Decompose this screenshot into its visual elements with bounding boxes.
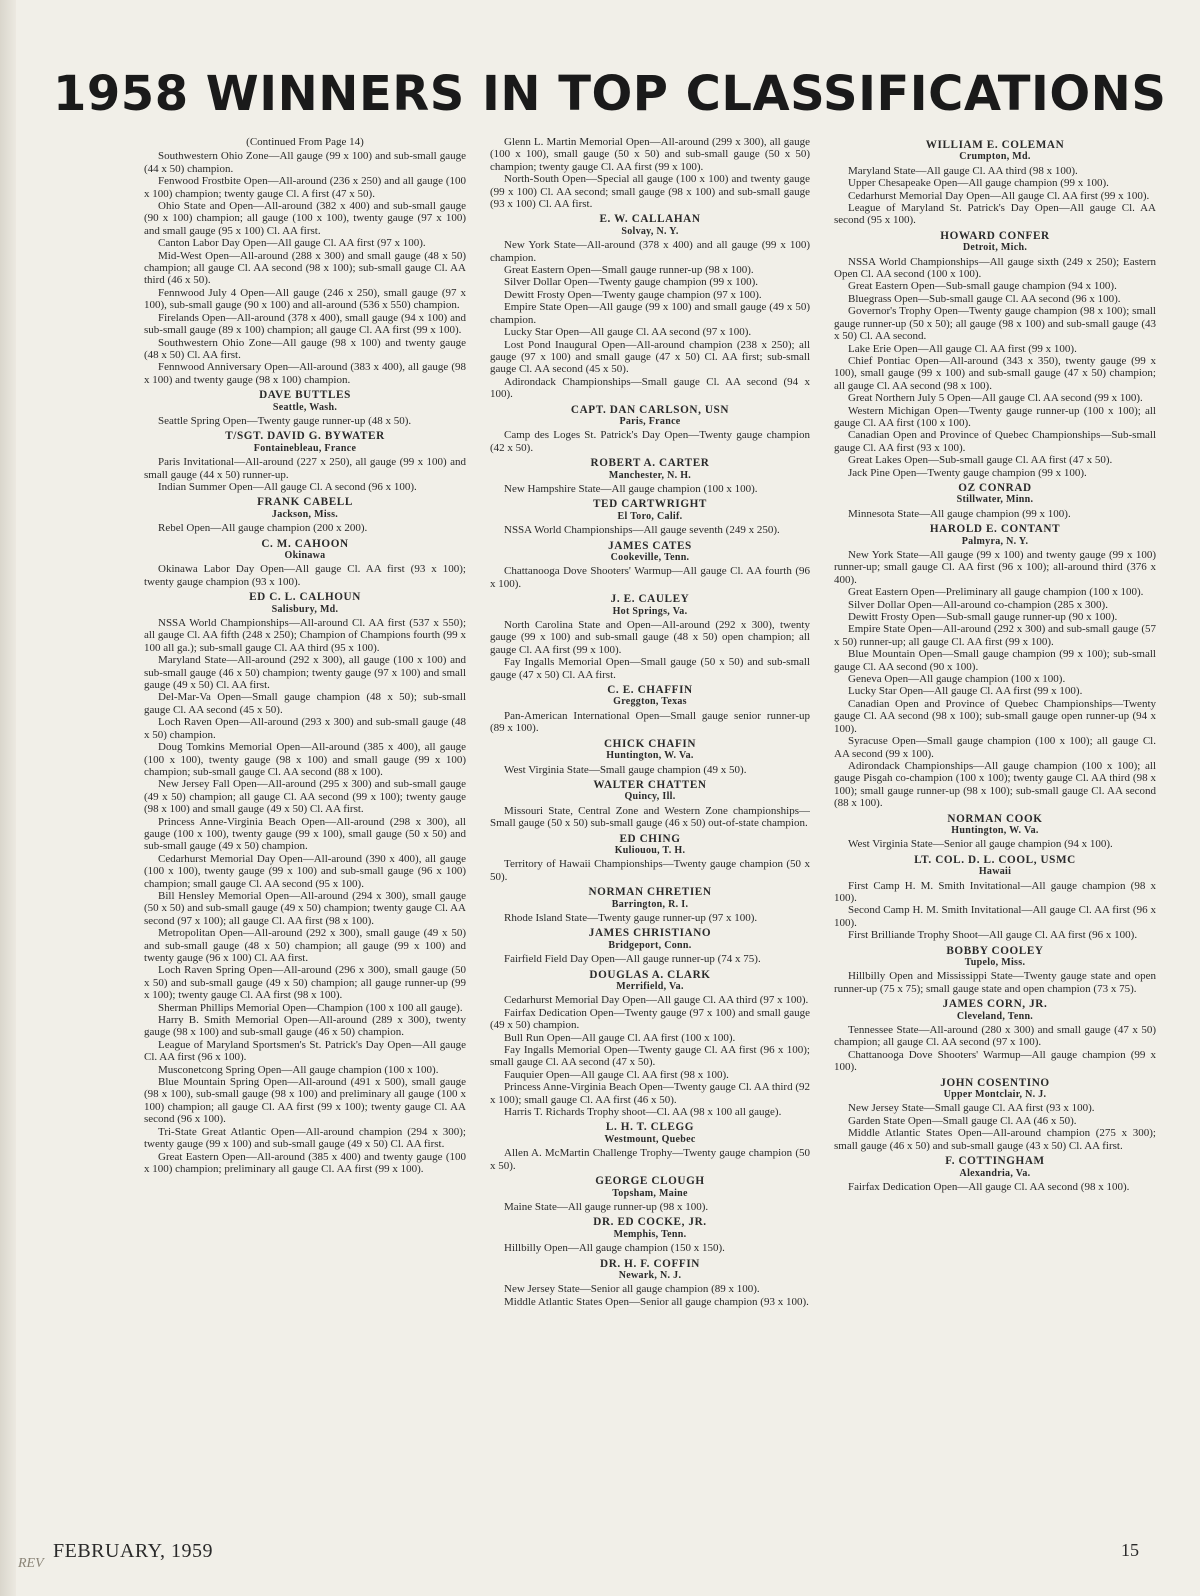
result-entry: Fairfax Dedication Open—All gauge Cl. AA second (98 x 100). [848,1180,1130,1193]
continued-note: (Continued From Page 14) [246,136,364,148]
result-entry: New Jersey Fall Open—All-around (295 x 300) and sub-small gauge (49 x 50) champion; all gauge Cl. AA second (99 x 100); twenty gauge (98 x 100) and small gauge (49 x 50) Cl. AA first. [144,778,466,816]
shooter-hometown: Quincy, Ill. [624,791,676,803]
result-entry: Maryland State—All-around (292 x 300), all gauge (100 x 100) and sub-small gauge (46 x 50) champion; twenty gauge (97 x 100) and small gauge (49 x 50) Cl. AA first. [144,654,466,692]
shooter-name: C. M. CAHOON [261,537,349,550]
result-entry: Seattle Spring Open—Twenty gauge runner-up (48 x 50). [158,414,412,427]
result-entry: Del-Mar-Va Open—Small gauge champion (48 x 50); sub-small gauge Cl. AA second (45 x 50). [144,691,466,716]
shooter-hometown: Salisbury, Md. [271,603,339,615]
result-entry: Camp des Loges St. Patrick's Day Open—Twenty gauge champion (42 x 50). [490,429,810,454]
result-entry: Great Northern July 5 Open—All gauge Cl. AA second (99 x 100). [848,392,1143,405]
result-entry: Hillbilly Open—All gauge champion (150 x 150). [504,1242,725,1255]
result-entry: Geneva Open—All gauge champion (100 x 100). [848,673,1066,686]
result-entry: Fenwood Frostbite Open—All-around (236 x 250) and all gauge (100 x 100) champion; twenty gauge Cl. A first (47 x 50). [144,175,466,200]
shooter-hometown: Manchester, N. H. [608,469,692,481]
article-column-2 [490,136,810,1546]
result-entry: Adirondack Championships—All gauge champion (100 x 100); all gauge Pisgah co-champion (100 x 100); twenty gauge Cl. AA third (98 x 100); small gauge runner-up (98 x 100); sub-small gauge Cl. AA second (88 x 100). [834,759,1156,810]
result-entry: Princess Anne-Virginia Beach Open—All-around (298 x 300), all gauge (100 x 100), twenty gauge (99 x 100), small gauge (50 x 50) and sub-small gauge (49 x 50) champion. [144,815,466,853]
shooter-hometown: Crumpton, Md. [959,151,1031,163]
result-entry: Mid-West Open—All-around (288 x 300) and small gauge (48 x 50) champion; all gauge Cl. AA second (98 x 100); sub-small gauge Cl. AA third (46 x 50). [144,249,466,287]
shooter-hometown: Newark, N. J. [618,1269,682,1281]
shooter-hometown: Stillwater, Minn. [956,494,1034,506]
result-entry: North-South Open—Special all gauge (100 x 100) and twenty gauge (99 x 100) Cl. AA second; small gauge (98 x 100) and sub-small gauge (93 x 100) Cl. AA first. [490,173,810,211]
shooter-name: TED CARTWRIGHT [593,498,707,511]
shooter-hometown: Upper Montclair, N. J. [943,1089,1047,1101]
result-entry: Dewitt Frosty Open—Twenty gauge champion (97 x 100). [504,288,762,301]
issue-date: FEBRUARY, 1959 [53,1540,214,1562]
result-entry: Firelands Open—All-around (378 x 400), small gauge (94 x 100) and sub-small gauge (89 x 100) champion; all gauge Cl. AA first (99 x 100). [144,311,466,337]
result-entry: Middle Atlantic States Open—All-around champion (275 x 300); small gauge (46 x 50) and sub-small gauge (43 x 50) Cl. AA first. [834,1127,1156,1152]
result-entry: Blue Mountain Spring Open—All-around (491 x 500), small gauge (98 x 100), sub-small gauge (98 x 100) and preliminary all gauge (100 x 100) champion; all gauge Cl. AA first (99 x 100); twenty gauge Cl. AA second (96 x 100). [144,1076,466,1126]
result-entry: Okinawa Labor Day Open—All gauge Cl. AA first (93 x 100); twenty gauge champion (93 x 100). [144,563,466,588]
shooter-name: WALTER CHATTEN [593,778,707,791]
result-entry: Musconetcong Spring Open—All gauge champion (100 x 100). [158,1063,439,1076]
result-entry: Empire State Open—All gauge (99 x 100) and small gauge (49 x 50) champion. [490,301,810,326]
result-entry: Chattanooga Dove Shooters' Warmup—All gauge champion (99 x 100). [834,1048,1156,1074]
result-entry: Cedarhurst Memorial Day Open—All gauge Cl. AA first (99 x 100). [848,189,1150,202]
shooter-hometown: Detroit, Mich. [962,242,1028,254]
shooter-name: NORMAN CHRETIEN [588,886,712,899]
result-entry: Canadian Open and Province of Quebec Championships—Sub-small gauge Cl. AA first (93 x 100). [834,429,1156,454]
result-entry: Princess Anne-Virginia Beach Open—Twenty gauge Cl. AA third (92 x 100); small gauge Cl. AA first (46 x 50). [490,1081,810,1106]
result-entry: Rebel Open—All gauge champion (200 x 200). [158,522,368,535]
shooter-name: ED CHING [619,832,681,845]
shooter-hometown: Merrifield, Va. [616,981,684,992]
shooter-hometown: Okinawa [284,550,326,561]
result-entry: New Jersey State—Small gauge Cl. AA first (93 x 100). [848,1102,1095,1115]
result-entry: West Virginia State—Senior all gauge champion (94 x 100). [848,838,1113,851]
shooter-hometown: Hawaii [978,866,1012,878]
result-entry: NSSA World Championships—All-around Cl. AA first (537 x 550); all gauge Cl. AA fifth (248 x 250); Champion of Champions fourth (99 x 100 all ga.); sub-small gauge Cl. AA third (95 x 100). [144,617,466,654]
result-entry: Bluegrass Open—Sub-small gauge Cl. AA second (96 x 100). [848,292,1121,305]
shooter-name: WILLIAM E. COLEMAN [925,139,1065,151]
result-entry: Garden State Open—Small gauge Cl. AA (46 x 50). [848,1114,1077,1127]
result-entry: Lucky Star Open—All gauge Cl. AA second (97 x 100). [504,326,752,339]
result-entry: New Jersey State—Senior all gauge champion (89 x 100). [504,1283,760,1296]
shooter-hometown: Cleveland, Tenn. [956,1010,1034,1022]
shooter-name: JAMES CHRISTIANO [588,927,712,940]
result-entry: Bull Run Open—All gauge Cl. AA first (100 x 100). [504,1031,736,1044]
result-entry: Tennessee State—All-around (280 x 300) and small gauge (47 x 50) champion; all gauge Cl. AA second (97 x 100). [834,1024,1156,1049]
shooter-hometown: Seattle, Wash. [272,401,338,413]
result-entry: West Virginia State—Small gauge champion (49 x 50). [504,763,747,776]
result-entry: League of Maryland St. Patrick's Day Open—All gauge Cl. AA second (95 x 100). [834,202,1156,227]
result-entry: Cedarhurst Memorial Day Open—All-around (390 x 400), all gauge (100 x 100), twenty gauge (99 x 100) and sub-small gauge (96 x 100) champion; small gauge Cl. AA second (95 x 100). [144,852,466,890]
result-entry: Southwestern Ohio Zone—All gauge (99 x 100) and sub-small gauge (44 x 50) champion. [144,150,466,175]
shooter-name: CHICK CHAFIN [603,737,697,750]
shooter-name: OZ CONRAD [958,481,1032,494]
result-entry: Loch Raven Open—All-around (293 x 300) and sub-small gauge (48 x 50) champion. [144,716,466,741]
result-entry: Great Eastern Open—Sub-small gauge champion (94 x 100). [848,280,1117,293]
page-number: 15 [1121,1540,1139,1560]
article-column-3 [834,136,1156,1546]
result-entry: Governor's Trophy Open—Twenty gauge champion (98 x 100); small gauge runner-up (50 x 50); all gauge (98 x 100) and sub-small gauge (43 x 50) Cl. AA second. [834,305,1156,343]
shooter-name: JOHN COSENTINO [940,1076,1050,1089]
result-entry: Lucky Star Open—All gauge Cl. AA first (99 x 100). [848,685,1083,698]
shooter-hometown: Kuliouou, T. H. [614,844,686,856]
result-entry: Silver Dollar Open—All-around co-champion (285 x 300). [848,598,1108,611]
result-entry: First Camp H. M. Smith Invitational—All gauge champion (98 x 100). [834,879,1156,904]
shooter-name: E. W. CALLAHAN [599,213,701,226]
result-entry: First Brilliande Trophy Shoot—All gauge Cl. AA first (96 x 100). [848,929,1138,942]
shooter-name: DOUGLAS A. CLARK [589,968,711,981]
result-entry: New York State—All gauge (99 x 100) and twenty gauge (99 x 100) runner-up; small gauge Cl. AA first (96 x 100); all-around third (376 x 400). [834,549,1156,586]
result-entry: Blue Mountain Open—Small gauge champion (99 x 100); sub-small gauge Cl. AA second (90 x 100). [834,648,1156,673]
shooter-name: NORMAN COOK [947,812,1043,825]
shooter-name: DR. H. F. COFFIN [600,1257,700,1270]
shooter-hometown: Fontainebleau, France [253,442,357,454]
result-entry: Great Eastern Open—All-around (385 x 400) and twenty gauge (100 x 100) champion; preliminary all gauge Cl. AA first (99 x 100). [144,1150,466,1175]
result-entry: Rhode Island State—Twenty gauge runner-up (97 x 100). [504,911,758,924]
margin-handwriting: REV [18,1556,44,1571]
shooter-hometown: Tupelo, Miss. [964,957,1026,968]
page-headline: 1958 WINNERS IN TOP CLASSIFICATIONS [53,66,1167,122]
result-entry: Paris Invitational—All-around (227 x 250), all gauge (99 x 100) and small gauge (44 x 50) runner-up. [144,456,466,481]
result-entry: Great Eastern Open—Preliminary all gauge champion (100 x 100). [848,586,1144,599]
result-entry: Western Michigan Open—Twenty gauge runner-up (100 x 100); all gauge Cl. AA first (100 x 100). [834,404,1156,429]
shooter-hometown: Paris, France [619,415,681,427]
shooter-name: ED C. L. CALHOUN [249,591,361,604]
result-entry: Middle Atlantic States Open—Senior all gauge champion (93 x 100). [504,1295,809,1308]
shooter-name: F. COTTINGHAM [945,1155,1045,1168]
result-entry: Pan-American International Open—Small gauge senior runner-up (89 x 100). [490,709,810,735]
shooter-name: BOBBY COOLEY [946,944,1044,957]
shooter-hometown: Greggton, Texas [613,696,687,708]
result-entry: Jack Pine Open—Twenty gauge champion (99 x 100). [848,466,1087,479]
result-entry: North Carolina State and Open—All-around (292 x 300), twenty gauge (99 x 100) and sub-small gauge (48 x 50) open champion; all gauge Cl. AA first (99 x 100). [490,619,810,656]
shooter-name: HOWARD CONFER [940,229,1050,242]
shooter-name: C. E. CHAFFIN [607,684,693,697]
shooter-name: DR. ED COCKE, JR. [593,1216,707,1229]
result-entry: Dewitt Frosty Open—Sub-small gauge runner-up (90 x 100). [848,611,1118,624]
result-entry: Southwestern Ohio Zone—All gauge (98 x 100) and twenty gauge (48 x 50) Cl. AA first. [144,336,466,361]
result-entry: Tri-State Great Atlantic Open—All-around champion (294 x 300); twenty gauge (99 x 100) and sub-small gauge (49 x 50) Cl. AA first. [144,1125,466,1151]
result-entry: Harris T. Richards Trophy shoot—Cl. AA (98 x 100 all gauge). [504,1106,782,1119]
result-entry: Great Lakes Open—Sub-small gauge Cl. AA first (47 x 50). [848,454,1113,467]
shooter-hometown: Westmount, Quebec [604,1133,696,1145]
shooter-hometown: Huntington, W. Va. [951,824,1039,836]
result-entry: Harry B. Smith Memorial Open—All-around (289 x 300), twenty gauge (98 x 100) and sub-small gauge (46 x 50) champion. [144,1014,466,1039]
result-entry: Sherman Phillips Memorial Open—Champion (100 x 100 all gauge). [158,1001,463,1014]
result-entry: Hillbilly Open and Mississippi State—Twenty gauge state and open runner-up (75 x 75); small gauge state and open champion (73 x 75). [834,970,1156,995]
shooter-name: JAMES CATES [608,539,692,552]
result-entry: Canton Labor Day Open—All gauge Cl. AA first (97 x 100). [158,237,426,250]
result-entry: Metropolitan Open—All-around (292 x 300), small gauge (49 x 50) and sub-small gauge (48 x 50) champion; all gauge (99 x 100) and twenty gauge (96 x 100) Cl. AA first. [144,927,466,964]
result-entry: Fay Ingalls Memorial Open—Twenty gauge Cl. AA first (96 x 100); small gauge Cl. AA second (47 x 50). [490,1044,810,1069]
result-entry: Upper Chesapeake Open—All gauge champion (99 x 100). [848,177,1109,190]
result-entry: Fay Ingalls Memorial Open—Small gauge (50 x 50) and sub-small gauge (47 x 50) Cl. AA first. [490,656,810,681]
shooter-hometown: Bridgeport, Conn. [608,939,692,951]
shooter-name: T/SGT. DAVID G. BYWATER [225,430,385,443]
shooter-name: JAMES CORN, JR. [942,998,1048,1011]
result-entry: Allen A. McMartin Challenge Trophy—Twenty gauge champion (50 x 50). [490,1147,810,1172]
result-entry: Lake Erie Open—All gauge Cl. AA first (99 x 100). [848,342,1077,355]
shooter-hometown: El Toro, Calif. [617,510,683,522]
result-entry: NSSA World Championships—All gauge sixth (249 x 250); Eastern Open Cl. AA second (100 x 100). [834,255,1156,281]
result-entry: Minnesota State—All gauge champion (99 x 100). [848,507,1071,520]
result-entry: Lost Pond Inaugural Open—All-around champion (238 x 250); all gauge (97 x 100) and small gauge (47 x 50) Cl. AA first; sub-small gauge Cl. AA second (45 x 50). [490,338,810,376]
shooter-hometown: Memphis, Tenn. [613,1228,687,1240]
result-entry: Adirondack Championships—Small gauge Cl. AA second (94 x 100). [490,375,810,401]
shooter-name: LT. COL. D. L. COOL, USMC [914,853,1076,866]
shooter-name: J. E. CAULEY [610,593,690,606]
shooter-name: ROBERT A. CARTER [590,457,710,470]
shooter-name: GEORGE CLOUGH [595,1175,705,1188]
result-entry: Canadian Open and Province of Quebec Championships—Twenty gauge Cl. AA second (98 x 100); sub-small gauge open runner-up (94 x 100). [834,697,1156,735]
result-entry: Maryland State—All gauge Cl. AA third (98 x 100). [848,164,1078,177]
shooter-name: FRANK CABELL [257,496,353,509]
result-entry: Fairfield Field Day Open—All gauge runner-up (74 x 75). [504,953,761,966]
result-entry: Bill Hensley Memorial Open—All-around (294 x 300), small gauge (50 x 50) and sub-small gauge (49 x 50) champion; twenty gauge Cl. AA second (97 x 100); all gauge Cl. AA first (98 x 100). [144,889,466,927]
shooter-hometown: Jackson, Miss. [271,508,339,520]
result-entry: Chattanooga Dove Shooters' Warmup—All gauge Cl. AA fourth (96 x 100). [490,565,810,590]
result-entry: Empire State Open—All-around (292 x 300) and sub-small gauge (57 x 50) runner-up; all gauge Cl. AA first (99 x 100). [834,623,1156,648]
result-entry: Fairfax Dedication Open—Twenty gauge (97 x 100) and small gauge (49 x 50) champion. [490,1006,810,1032]
shooter-name: CAPT. DAN CARLSON, USN [570,403,730,416]
result-entry: Silver Dollar Open—Twenty gauge champion (99 x 100). [504,276,759,289]
result-entry: NSSA World Championships—All gauge seventh (249 x 250). [504,524,780,537]
result-entry: Maine State—All gauge runner-up (98 x 100). [504,1200,709,1213]
result-entry: Territory of Hawaii Championships—Twenty gauge champion (50 x 50). [490,858,810,883]
result-entry: Fennwood July 4 Open—All gauge (246 x 250), small gauge (97 x 100), sub-small gauge (90 x 100) and all-around (536 x 550) champion. [144,286,466,312]
result-entry: New Hampshire State—All gauge champion (100 x 100). [504,482,758,495]
result-entry: New York State—All-around (378 x 400) and all gauge (99 x 100) champion. [490,239,810,264]
result-entry: Doug Tomkins Memorial Open—All-around (385 x 400), all gauge (100 x 100), twenty gauge (98 x 100) and small gauge (99 x 100) champion; sub-small gauge Cl. AA second (88 x 100). [144,741,466,778]
shooter-hometown: Alexandria, Va. [959,1167,1031,1179]
shooter-name: HAROLD E. CONTANT [929,523,1061,536]
result-entry: Indian Summer Open—All gauge Cl. A second (96 x 100). [158,480,417,493]
shooter-name: L. H. T. CLEGG [605,1121,695,1134]
result-entry: Missouri State, Central Zone and Western Zone championships—Small gauge (50 x 50) sub-small gauge (46 x 50) out-of-state champion. [490,804,810,830]
result-entry: Loch Raven Spring Open—All-around (296 x 300), small gauge (50 x 50) and sub-small gauge (49 x 50) champion; all gauge runner-up (99 x 100); twenty gauge Cl. AA first (98 x 100). [144,964,466,1002]
shooter-hometown: Palmyra, N. Y. [961,535,1029,547]
result-entry: Glenn L. Martin Memorial Open—All-around (299 x 300), all gauge (100 x 100), small gauge (50 x 50) and sub-small gauge (50 x 50) champion; twenty gauge Cl. AA first (99 x 100). [490,136,810,173]
result-entry: Ohio State and Open—All-around (382 x 400) and sub-small gauge (90 x 100) champion; all gauge (100 x 100), twenty gauge (97 x 100) and small gauge (95 x 100) Cl. AA first. [144,200,466,237]
shooter-hometown: Cookeville, Tenn. [610,552,690,563]
shooter-hometown: Barrington, R. I. [611,898,689,910]
result-entry: Cedarhurst Memorial Day Open—All gauge Cl. AA third (97 x 100). [504,994,809,1007]
shooter-hometown: Solvay, N. Y. [621,225,679,237]
result-entry: Fennwood Anniversary Open—All-around (383 x 400), all gauge (98 x 100) and twenty gauge (98 x 100) champion. [144,361,466,386]
shooter-hometown: Topsham, Maine [612,1187,688,1199]
binding-gutter [0,0,16,1596]
article-column-1 [144,136,466,1546]
shooter-hometown: Huntington, W. Va. [606,750,694,762]
result-entry: Second Camp H. M. Smith Invitational—All gauge Cl. AA first (96 x 100). [834,904,1156,929]
result-entry: Chief Pontiac Open—All-around (343 x 350), twenty gauge (99 x 100), small gauge (99 x 100) and sub-small gauge (47 x 50) champion; all gauge Cl. AA second (98 x 100). [834,354,1156,392]
shooter-name: DAVE BUTTLES [259,389,351,402]
result-entry: Syracuse Open—Small gauge champion (100 x 100); all gauge Cl. AA second (99 x 100). [834,735,1156,760]
shooter-hometown: Hot Springs, Va. [612,605,688,617]
result-entry: League of Maryland Sportsmen's St. Patrick's Day Open—All gauge Cl. AA first (96 x 100). [144,1038,466,1064]
result-entry: Fauquier Open—All gauge Cl. AA first (98 x 100). [504,1068,729,1081]
result-entry: Great Eastern Open—Small gauge runner-up (98 x 100). [504,264,754,277]
